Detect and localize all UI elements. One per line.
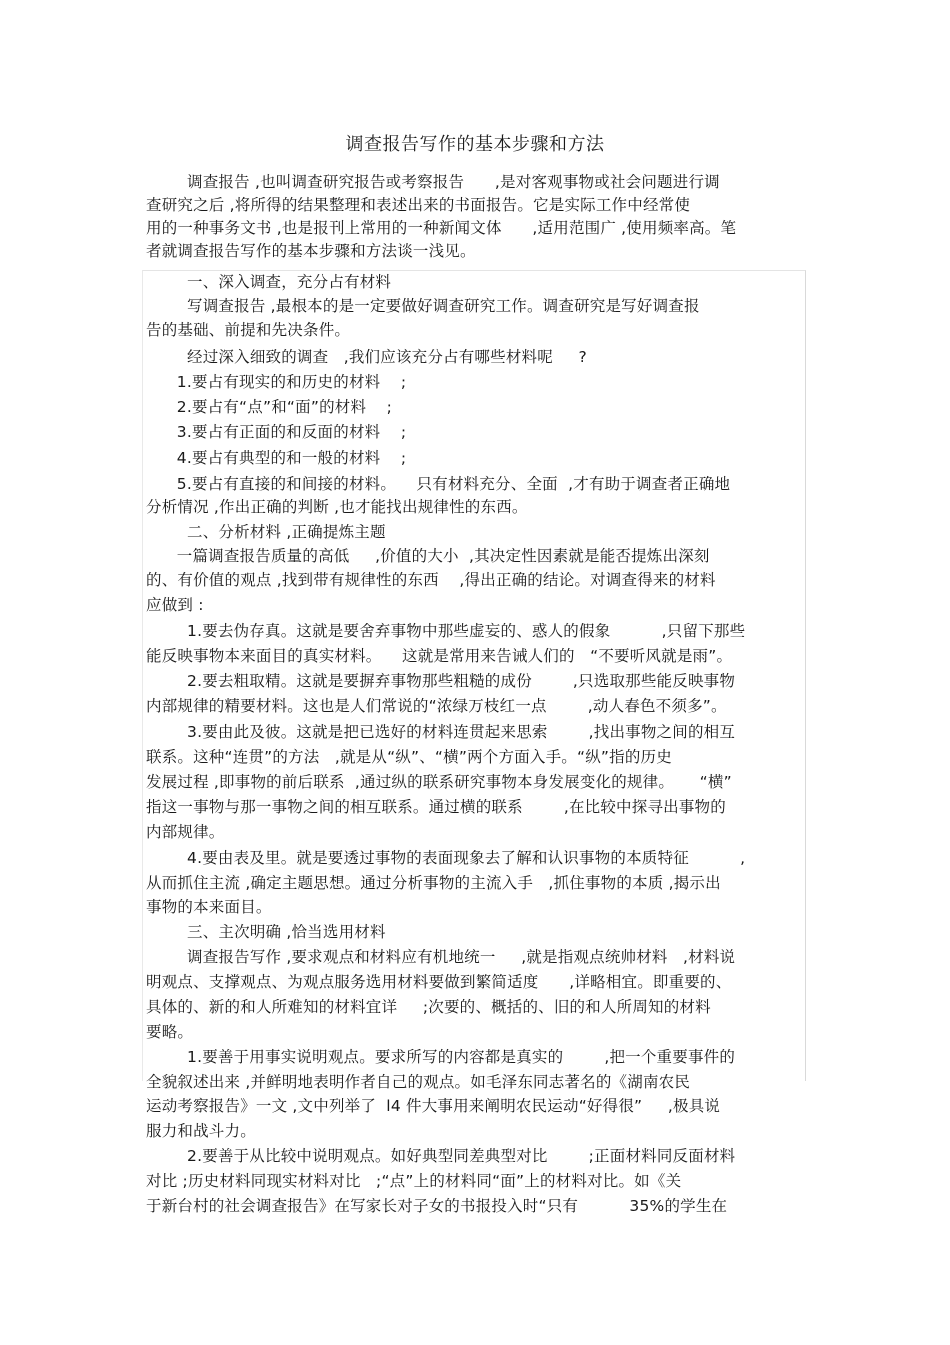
text-line: 5.要占有直接的和间接的材料。 只有材料充分、全面 ,才有助于调查者正确地 <box>146 475 731 493</box>
text-line: 经过深入细致的调查 ,我们应该充分占有哪些材料呢 ? <box>146 348 587 366</box>
text-line: 查研究之后 ,将所得的结果整理和表述出来的书面报告。它是实际工作中经常使 <box>146 196 691 214</box>
text-line: 明观点、支撑观点、为观点服务选用材料要做到繁简适度 ,详略相宜。即重要的、 <box>146 973 732 991</box>
text-line: 事物的本来面目。 <box>146 898 272 916</box>
text-line: 服力和战斗力。 <box>146 1122 256 1140</box>
text-line: 2.要去粗取精。这就是要摒弃事物那些粗糙的成份 ,只选取那些能反映事物 <box>146 672 736 690</box>
text-line: 应做到 : <box>146 596 204 614</box>
text-line: 3.要由此及彼。这就是把已选好的材料连贯起来思索 ,找出事物之间的相互 <box>146 723 736 741</box>
text-line: 全貌叙述出来 ,并鲜明地表明作者自己的观点。如毛泽东同志著名的《湖南农民 <box>146 1073 691 1091</box>
text-line: 1.要占有现实的和历史的材料 ; <box>146 373 407 391</box>
text-line: 调查报告 ,也叫调查研究报告或考察报告 ,是对客观事物或社会问题进行调 <box>146 173 720 191</box>
text-line: 二、分析材料 ,正确提炼主题 <box>146 523 386 541</box>
text-line: 用的一种事务文书 ,也是报刊上常用的一种新闻文体 ,适用范围广 ,使用频率高。笔 <box>146 219 737 237</box>
text-line: 要略。 <box>146 1023 194 1041</box>
text-line: 分析情况 ,作出正确的判断 ,也才能找出规律性的东西。 <box>146 498 528 516</box>
text-line: 2.要善于从比较中说明观点。如好典型同差典型对比 ;正面材料同反面材料 <box>146 1147 736 1165</box>
text-line: 于新台村的社会调查报告》在写家长对子女的书报投入时“只有 35%的学生在 <box>146 1197 728 1215</box>
text-line: 内部规律。 <box>146 823 225 841</box>
text-line: 4.要占有典型的和一般的材料 ; <box>146 449 407 467</box>
text-line: 4.要由表及里。就是要透过事物的表面现象去了解和认识事物的本质特征 , <box>146 849 746 867</box>
text-line: 3.要占有正面的和反面的材料 ; <box>146 423 407 441</box>
text-line: 1.要去伪存真。这就是要舍弃事物中那些虚妄的、惑人的假象 ,只留下那些 <box>146 622 746 640</box>
text-line: 发展过程 ,即事物的前后联系 ,通过纵的联系研究事物本身发展变化的规律。 “横” <box>146 773 732 791</box>
text-line: 对比 ;历史材料同现实材料对比 ;“点”上的材料同“面”上的材料对比。如《关 <box>146 1172 682 1190</box>
text-line: 2.要占有“点”和“面”的材料 ; <box>146 398 393 416</box>
text-line: 指这一事物与那一事物之间的相互联系。通过横的联系 ,在比较中探寻出事物的 <box>146 798 726 816</box>
text-line: 内部规律的精要材料。这也是人们常说的“浓绿万枝红一点 ,动人春色不须多”。 <box>146 697 727 715</box>
text-line: 运动考察报告》一文 ,文中列举了 l4 件大事用来阐明农民运动“好得很” ,极具说 <box>146 1097 721 1115</box>
text-line: 具体的、新的和人所难知的材料宜详 ;次要的、概括的、旧的和人所周知的材料 <box>146 998 711 1016</box>
text-line: 一、深入调查，充分占有材料 <box>146 273 392 291</box>
text-line: 的、有价值的观点 ,找到带有规律性的东西 ,得出正确的结论。对调查得来的材料 <box>146 571 716 589</box>
text-line: 三、主次明确 ,恰当选用材料 <box>146 923 386 941</box>
text-line: 写调查报告 ,最根本的是一定要做好调查研究工作。调查研究是写好调查报 <box>146 297 700 315</box>
text-line: 从而抓住主流 ,确定主题思想。通过分析事物的主流入手 ,抓住事物的本质 ,揭示出 <box>146 874 721 892</box>
text-line: 者就调查报告写作的基本步骤和方法谈一浅见。 <box>146 242 476 260</box>
text-line: 一篇调查报告质量的高低 ,价值的大小 ,其决定性因素就是能否提炼出深刻 <box>146 547 710 565</box>
text-line: 告的基础、前提和先决条件。 <box>146 321 351 339</box>
page-title: 调查报告写作的基本步骤和方法 <box>345 134 605 155</box>
text-line: 联系。这种“连贯”的方法 ,就是从“纵”、“横”两个方面入手。“纵”指的历史 <box>146 748 672 766</box>
text-line: 调查报告写作 ,要求观点和材料应有机地统一 ,就是指观点统帅材料 ,材料说 <box>146 948 736 966</box>
text-line: 能反映事物本来面目的真实材料。 这就是常用来告诫人们的 “不要听风就是雨”。 <box>146 647 733 665</box>
text-line: 1.要善于用事实说明观点。要求所写的内容都是真实的 ,把一个重要事件的 <box>146 1048 736 1066</box>
